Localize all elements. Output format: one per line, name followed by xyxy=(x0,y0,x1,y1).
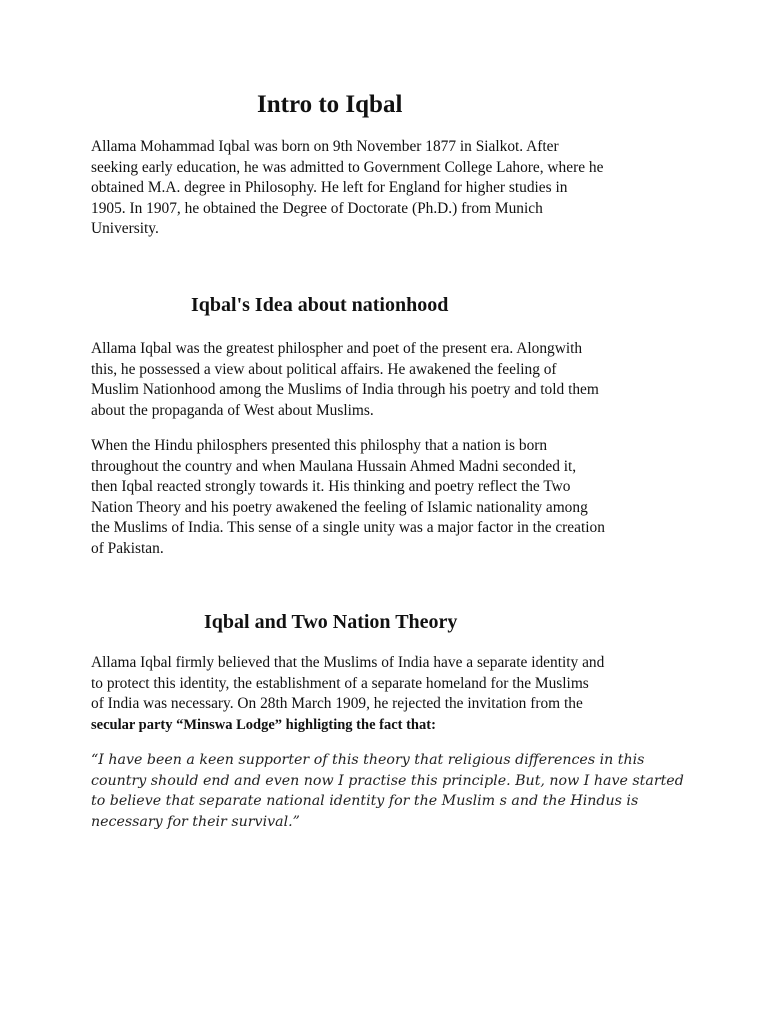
heading-two-nation-theory: Iqbal and Two Nation Theory xyxy=(204,611,458,633)
text-line: 1905. In 1907, he obtained the Degree of Doctorate (Ph.D.) from Munich xyxy=(91,199,543,217)
text-line: Allama Iqbal was the greatest philospher and poet of the present era. Alongwith xyxy=(91,340,583,357)
quote-line: “I have been a keen supporter of this theory that religious differences in this xyxy=(91,752,645,768)
text-line: of Pakistan. xyxy=(91,539,164,557)
two-nation-paragraph xyxy=(91,653,691,735)
quote-line: necessary for their survival.” xyxy=(91,813,300,830)
intro-paragraph xyxy=(91,137,691,240)
text-line: to protect this identity, the establishment of a separate homeland for the Muslims xyxy=(91,674,589,692)
nationhood-paragraph-1 xyxy=(91,339,691,421)
nationhood-paragraph-2 xyxy=(91,436,691,560)
text-line: throughout the country and when Maulana Hussain Ahmed Madni seconded it, xyxy=(91,457,577,475)
text-line: Muslim Nationhood among the Muslims of India through his poetry and told them xyxy=(91,381,599,399)
text-line: Nation Theory and his poetry awakened the feeling of Islamic nationality among xyxy=(91,498,588,516)
text-line: Allama Mohammad Iqbal was born on 9th November 1877 in Sialkot. After xyxy=(91,138,559,155)
text-line: of India was necessary. On 28th March 1909, he rejected the invitation from the xyxy=(91,695,583,713)
text-line: then Iqbal reacted strongly towards it. His thinking and poetry reflect the Two xyxy=(91,478,571,496)
heading-idea-about-nationhood: Iqbal's Idea about nationhood xyxy=(191,294,449,316)
text-line: When the Hindu philosphers presented this philosphy that a nation is born xyxy=(91,437,548,454)
text-line: seeking early education, he was admitted to Government College Lahore, where he xyxy=(91,158,604,176)
text-line: University. xyxy=(91,220,159,238)
page-title: Intro to Iqbal xyxy=(257,91,403,118)
quote-line: country should end and even now I practise this principle. But, now I have started xyxy=(91,772,684,789)
text-line: the Muslims of India. This sense of a single unity was a major factor in the creation xyxy=(91,519,605,537)
bold-text-line: secular party “Minswa Lodge” highligting the fact that: xyxy=(91,716,436,733)
iqbal-quote xyxy=(91,750,691,832)
text-line: this, he possessed a view about political affairs. He awakened the feeling of xyxy=(91,360,557,378)
quote-line: to believe that separate national identity for the Muslim s and the Hindus is xyxy=(91,793,639,810)
text-line: Allama Iqbal firmly believed that the Muslims of India have a separate identity and xyxy=(91,654,605,671)
text-line: obtained M.A. degree in Philosophy. He left for England for higher studies in xyxy=(91,179,568,197)
text-line: about the propaganda of West about Muslims. xyxy=(91,401,374,419)
